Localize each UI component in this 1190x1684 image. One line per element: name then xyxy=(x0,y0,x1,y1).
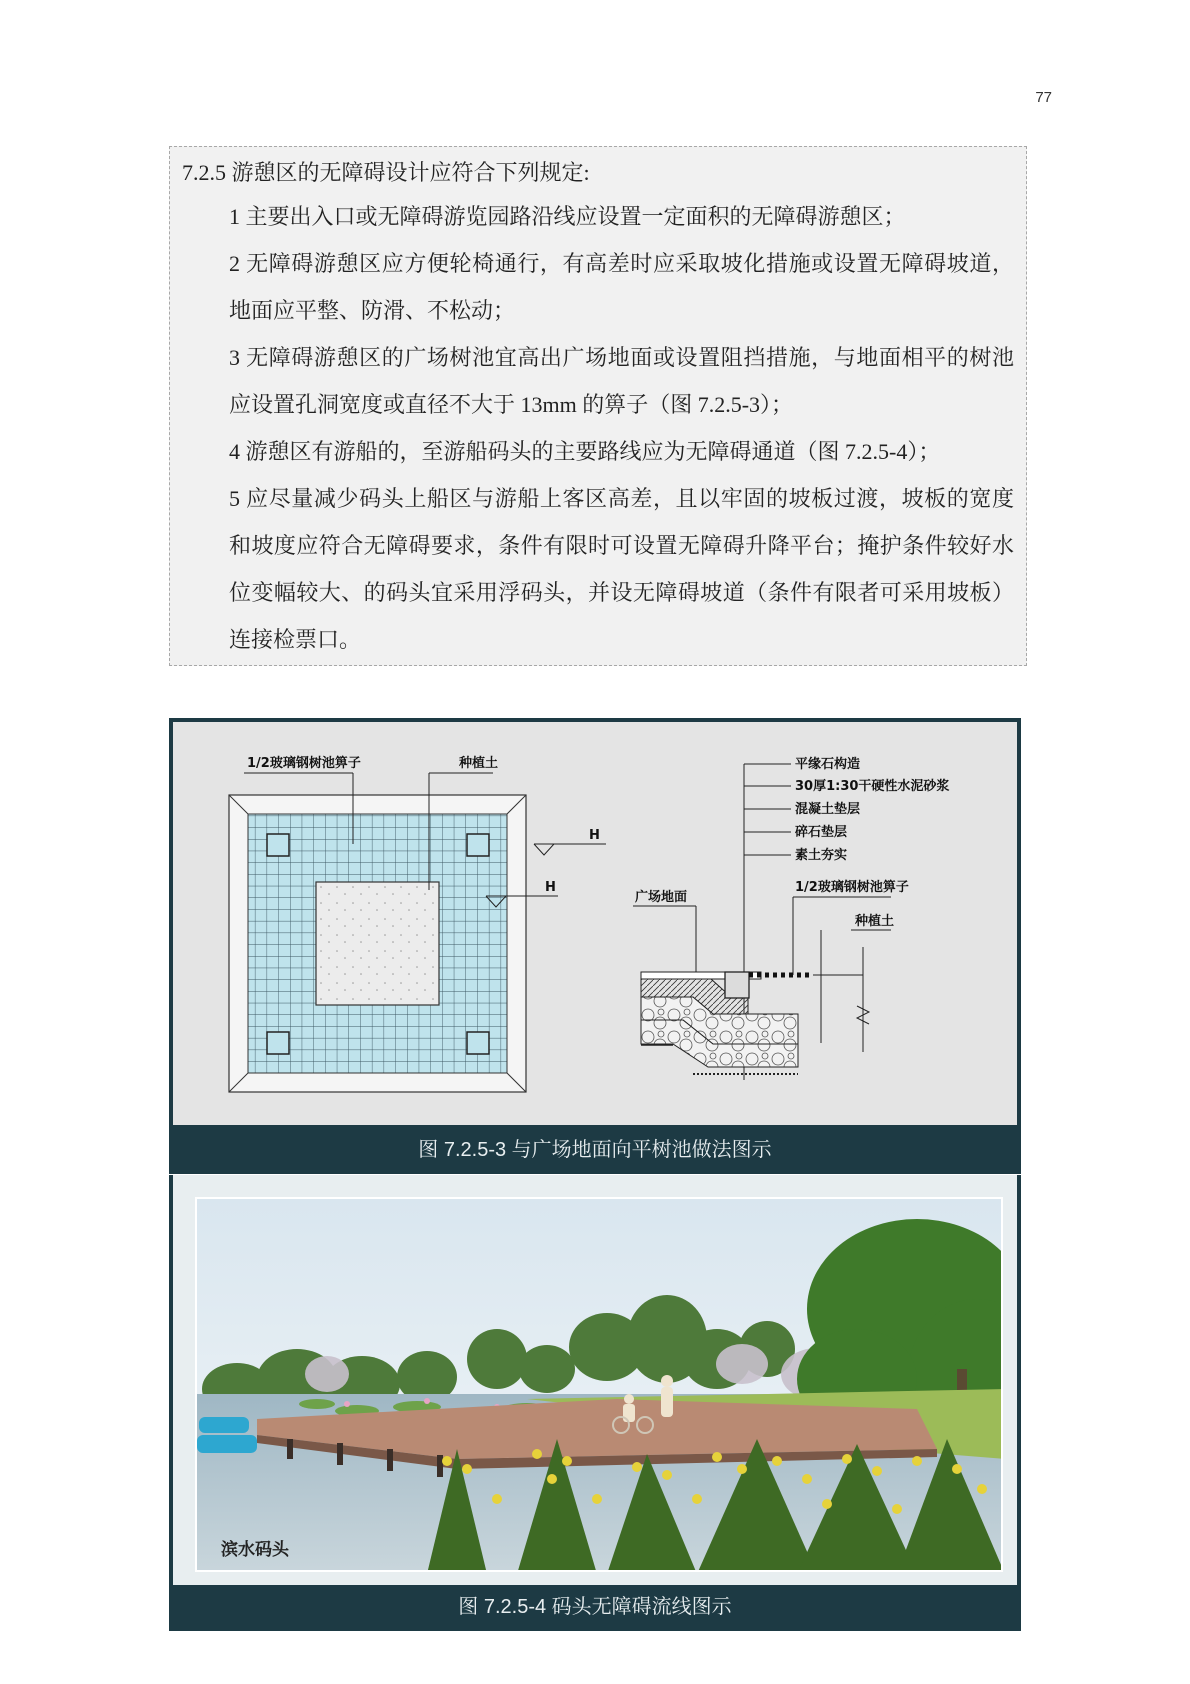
label-soil: 种植土 xyxy=(459,756,499,771)
tree-pit-drawing xyxy=(173,722,1017,1125)
label-soil2: 种植土 xyxy=(855,914,895,929)
waterfront-illustration xyxy=(197,1199,1003,1572)
planting-area xyxy=(316,882,439,1005)
section-view xyxy=(633,756,949,1080)
clause-box xyxy=(169,146,1027,666)
photo-panel xyxy=(173,1175,1017,1585)
clause-item-3: 3 无障碍游憩区的广场树池宜高出广场地面或设置阻挡措施，与地面相平的树池应设置孔洞宽度或直径不大于 13mm 的箅子（图 7.2.5-3）； xyxy=(229,345,1014,417)
figure-dock xyxy=(169,1175,1021,1631)
label-layer3: 混凝土垫层 xyxy=(795,802,861,817)
clause-heading: 7.2.5 游憩区的无障碍设计应符合下列规定: xyxy=(182,160,590,185)
label-h2: H xyxy=(545,880,556,895)
figure-tree-pit xyxy=(169,718,1021,1174)
figure-4-caption: 图 7.2.5-4 码头无障碍流线图示 xyxy=(458,1596,732,1618)
plan-view xyxy=(229,755,606,1092)
label-grate: 1/2玻璃钢树池箅子 xyxy=(247,756,361,771)
page-number: 77 xyxy=(1035,89,1052,106)
drawing-panel xyxy=(173,722,1017,1125)
label-layer4: 碎石垫层 xyxy=(795,825,848,840)
dock-photo xyxy=(195,1197,1003,1572)
label-h1: H xyxy=(589,828,600,843)
clause-item-5: 5 应尽量减少码头上船区与游船上客区高差，且以牢固的坡板过渡，坡板的宽度和坡度应符合无障碍要求，条件有限时可设置无障碍升降平台；掩护条件较好水位变幅较大、的码头宜采用浮码头，并设无障碍坡道（条件有限者可采用坡板）连接检票口。 xyxy=(229,486,1014,652)
label-plaza: 广场地面 xyxy=(635,890,688,905)
clause-item-2: 2 无障碍游憩区应方便轮椅通行，有高差时应采取坡化措施或设置无障碍坡道，地面应平整、防滑、不松动； xyxy=(229,251,1014,323)
clause-item-1: 1 主要出入口或无障碍游览园路沿线应设置一定面积的无障碍游憩区； xyxy=(229,204,906,229)
label-layer1: 平缘石构造 xyxy=(795,757,861,772)
photo-label: 滨水码头 xyxy=(221,1540,289,1560)
label-grate2: 1/2玻璃钢树池箅子 xyxy=(795,880,909,895)
label-layer2: 30厚1:30干硬性水泥砂浆 xyxy=(795,779,950,794)
clause-item-4: 4 游憩区有游船的，至游船码头的主要路线应为无障碍通道（图 7.2.5-4）； xyxy=(229,439,941,464)
label-layer5: 素土夯实 xyxy=(795,848,848,863)
figure-3-caption: 图 7.2.5-3 与广场地面向平树池做法图示 xyxy=(418,1139,772,1161)
